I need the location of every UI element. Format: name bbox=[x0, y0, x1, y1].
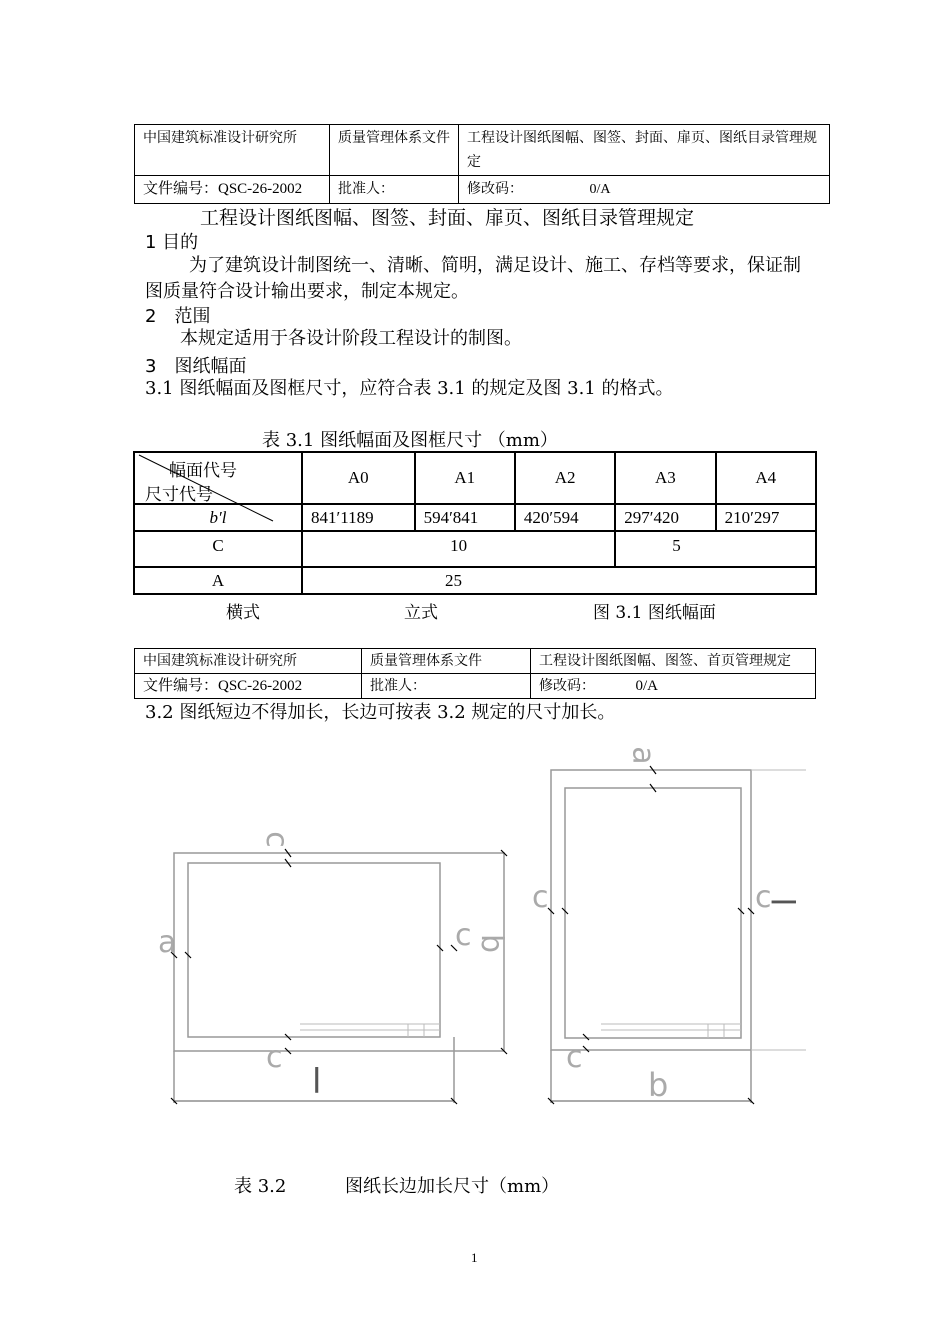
row-c-label: C bbox=[134, 531, 302, 567]
label-c-left-portrait: c bbox=[532, 880, 549, 915]
header2-file-no: 文件编号：QSC-26-2002 bbox=[135, 674, 362, 699]
header2-org: 中国建筑标准设计研究所 bbox=[135, 649, 362, 674]
cell-bl-a3: 297′420 bbox=[615, 504, 715, 531]
header-approver: 批准人： bbox=[330, 176, 459, 204]
caption-landscape: 横式 bbox=[226, 603, 260, 623]
section-2-heading: 2 范围 bbox=[145, 306, 211, 327]
corner-top-label: 幅面代号 bbox=[169, 461, 237, 480]
label-a-portrait: a bbox=[625, 746, 661, 765]
cell-a-all: 25 bbox=[302, 567, 816, 594]
page-title: 工程设计图纸图幅、图签、封面、扉页、图纸目录管理规定 bbox=[200, 207, 695, 229]
caption-figure-3-1: 图 3.1 图纸幅面 bbox=[593, 603, 716, 623]
row-bl-label: b′l bbox=[134, 504, 302, 531]
landscape-frame bbox=[174, 853, 504, 1103]
header-doc-title: 工程设计图纸图幅、图签、封面、扉页、图纸目录管理规定 bbox=[459, 125, 830, 176]
col-a4: A4 bbox=[716, 452, 816, 504]
label-l-portrait: l bbox=[763, 897, 802, 907]
section-2-paragraph: 本规定适用于各设计阶段工程设计的制图。 bbox=[180, 328, 522, 349]
label-b-portrait: b bbox=[648, 1066, 669, 1104]
label-c-right-landscape: c bbox=[455, 918, 472, 953]
header-file-no: 文件编号：QSC-26-2002 bbox=[135, 176, 330, 204]
header-system: 质量管理体系文件 bbox=[330, 125, 459, 176]
table-3-1-caption: 表 3.1 图纸幅面及图框尺寸 （mm） bbox=[262, 430, 558, 451]
corner-bottom-label: 尺寸代号 bbox=[145, 485, 213, 504]
label-a-landscape: a bbox=[158, 925, 177, 960]
section-3-2-paragraph: 3.2 图纸短边不得加长，长边可按表 3.2 规定的尺寸加长。 bbox=[145, 702, 616, 723]
row-a-label: A bbox=[134, 567, 302, 594]
cell-c-a0-a2: 10 bbox=[302, 531, 615, 567]
col-a3: A3 bbox=[615, 452, 715, 504]
landscape-dimension-ticks bbox=[171, 849, 510, 1104]
table-3-2-caption-label: 表 3.2 bbox=[234, 1176, 287, 1197]
label-c-bottom-landscape: c bbox=[266, 1040, 283, 1075]
header2-revision-label: 修改码： bbox=[539, 678, 595, 694]
col-a0: A0 bbox=[302, 452, 415, 504]
label-c-top-landscape: c bbox=[258, 831, 294, 848]
table-3-2-caption-text: 图纸长边加长尺寸（mm） bbox=[345, 1176, 560, 1197]
cell-bl-a1: 594′841 bbox=[415, 504, 515, 531]
label-c-bottom-portrait: c bbox=[566, 1040, 583, 1075]
header-revision-label: 修改码： bbox=[467, 181, 523, 197]
cell-bl-a2: 420′594 bbox=[515, 504, 615, 531]
header-org: 中国建筑标准设计研究所 bbox=[135, 125, 330, 176]
caption-portrait: 立式 bbox=[404, 603, 438, 623]
cell-bl-a0: 841′1189 bbox=[302, 504, 415, 531]
page-number: 1 bbox=[471, 1250, 478, 1265]
header2-doc-title: 工程设计图纸图幅、图签、首页管理规定 bbox=[531, 649, 816, 674]
section-1-paragraph: 为了建筑设计制图统一、清晰、简明，满足设计、施工、存档等要求，保证制图质量符合设计输出要求，制定本规定。 bbox=[145, 255, 801, 302]
cell-c-a3-a4: 5 bbox=[615, 531, 816, 567]
label-b-landscape: b bbox=[474, 933, 510, 954]
header2-system: 质量管理体系文件 bbox=[362, 649, 531, 674]
cell-bl-a4: 210′297 bbox=[716, 504, 816, 531]
label-l-landscape: l bbox=[312, 1062, 322, 1102]
col-a1: A1 bbox=[415, 452, 515, 504]
section-3-1-paragraph: 3.1 图纸幅面及图框尺寸，应符合表 3.1 的规定及图 3.1 的格式。 bbox=[145, 378, 674, 399]
header-revision-value: 0/A bbox=[589, 182, 611, 197]
label-c-right-portrait: c bbox=[755, 880, 772, 915]
col-a2: A2 bbox=[515, 452, 615, 504]
section-1-heading: 1 目的 bbox=[145, 232, 199, 253]
portrait-frame bbox=[551, 770, 806, 1103]
header2-approver: 批准人： bbox=[362, 674, 531, 699]
section-3-heading: 3 图纸幅面 bbox=[145, 356, 247, 377]
header2-revision-value: 0/A bbox=[635, 678, 658, 694]
